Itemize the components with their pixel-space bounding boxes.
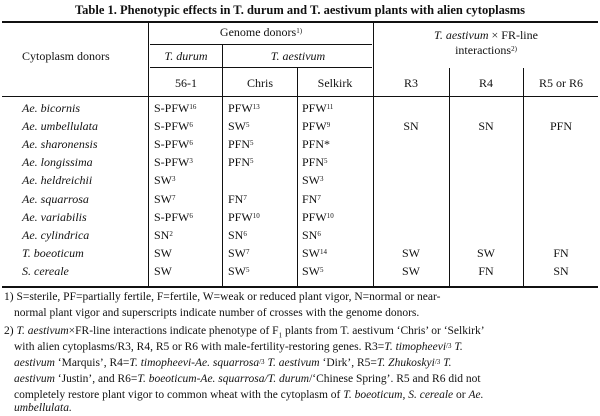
footnote-1-line-2: normal plant vigor and superscripts indicate number of crosses with the genome donors.	[14, 307, 420, 319]
header-t-aestivum: T. aestivum	[270, 49, 326, 63]
cell-donor: Ae. squarrosa	[22, 191, 89, 206]
table-row	[0, 263, 600, 280]
footnote-2-line-3: aestivum ‘Marquis’, R4=T. timopheevi-Ae. squarrosa$^{/3}$ T. aestivum ‘Dirk’, R5=T. Zhukoskyi$^{/3}$ T.	[14, 357, 452, 369]
cell-selkirk: PFN$^5$	[302, 155, 328, 170]
table-row	[0, 136, 600, 153]
cell-selkirk: $SN^6$	[302, 227, 321, 242]
table-top-rule	[2, 21, 598, 23]
footnote-2-line-4: aestivum ‘Justin’, and R6=T. boeoticum-Ae. squarrosa/T. durum/‘Chinese Spring’. R5 and R6 did not	[14, 373, 481, 385]
header-genome-underline	[150, 44, 372, 45]
cell-selkirk: PFW$^9$	[302, 119, 331, 134]
cell-donor: T. boeoticum	[22, 245, 84, 260]
cell-chris: $SW^7$	[228, 245, 250, 260]
cell-donor: Ae. longissima	[22, 155, 93, 170]
cell-selkirk: PFN*	[302, 137, 331, 152]
cell-selkirk: $SW^3$	[302, 173, 324, 188]
cell-r3: SW	[402, 263, 420, 278]
cell-56-1: $SW^7$	[154, 191, 176, 206]
header-genome-donors: Genome donors$^{1)}$	[219, 25, 303, 39]
footnote-2-line-5: completely restore plant vigor to common wheat with the cytoplasm of T. boeoticum, S. cereale or Ae.	[14, 389, 484, 401]
header-cytoplasm-donors: Cytoplasm donors	[22, 49, 110, 63]
cell-chris: PFW$^{10}$	[228, 209, 260, 224]
cell-r3: SN	[403, 119, 419, 134]
cell-chris: PFN$^5$	[228, 137, 254, 152]
cell-56-1: S-PFW$^6$	[154, 137, 193, 152]
cell-56-1: SW	[154, 245, 172, 260]
header-bottom-rule	[2, 96, 598, 97]
cell-selkirk: PFW$^{10}$	[302, 209, 334, 224]
cell-chris: PFW$^{13}$	[228, 101, 260, 115]
cell-donor: Ae. cylindrica	[22, 227, 90, 242]
cell-chris: $SN^6$	[228, 227, 247, 242]
table-row	[0, 245, 600, 262]
header-r4: R4	[478, 76, 493, 90]
cell-chris: $FN^7$	[228, 191, 247, 206]
footnote-2-line-6: umbellulata.	[14, 402, 72, 414]
table-row	[0, 227, 600, 244]
cell-selkirk: $FN^7$	[302, 191, 321, 206]
cell-chris: $SW^5$	[228, 119, 250, 134]
header-species-underline	[150, 67, 372, 68]
footnote-2-line-2: with alien cytoplasms/R3, R4, R5 or R6 with male-fertility-restoring genes. R3=T. timopheevi$^{/3}$ T.	[14, 341, 463, 353]
cell-donor: Ae. heldreichii	[22, 173, 93, 188]
header-56-1: 56-1	[175, 76, 197, 90]
cell-56-1: S-PFW$^{16}$	[154, 101, 197, 115]
table-row	[0, 209, 600, 226]
cell-56-1: SW	[154, 263, 172, 278]
cell-donor: Ae. umbellulata	[22, 119, 98, 134]
cell-selkirk: SW$^{14}$	[302, 245, 327, 260]
cell-r3: SW	[402, 245, 420, 260]
cell-56-1: S-PFW$^3$	[154, 155, 193, 170]
header-r5-r6: R5 or R6	[538, 76, 583, 90]
cell-selkirk: $SW^5$	[302, 263, 324, 278]
cell-r4: FN	[478, 263, 494, 278]
cell-donor: S. cereale	[22, 263, 69, 278]
header-r3: R3	[403, 76, 418, 90]
cell-r4: SN	[478, 119, 494, 134]
table-row	[0, 118, 600, 135]
table-row	[0, 172, 600, 189]
cell-donor: Ae. variabilis	[22, 209, 87, 224]
table-row	[0, 100, 600, 117]
cell-56-1: $SN^2$	[154, 227, 173, 242]
header-selkirk: Selkirk	[317, 76, 353, 90]
cell-selkirk: PFW$^{11}$	[302, 101, 334, 115]
cell-56-1: S-PFW$^6$	[154, 209, 193, 224]
header-t-durum: T. durum	[164, 49, 208, 63]
footnote-1-line-1: 1) S=sterile, PF=partially fertile, F=fertile, W=weak or reduced plant vigor, N=normal or near-	[4, 291, 441, 303]
cell-56-1: S-PFW$^6$	[154, 119, 193, 134]
table-row	[0, 191, 600, 208]
cell-r5-r6: FN	[553, 245, 569, 260]
cell-r5-r6: PFN	[549, 119, 572, 134]
footnote-2-line-1: 2) T. aestivum×FR-line interactions indicate phenotype of $F_1$ plants from T. aestivum ‘Chris’ or ‘Selkirk’	[4, 325, 485, 340]
cell-r5-r6: SN	[553, 263, 569, 278]
cell-chris: $SW^5$	[228, 263, 250, 278]
table-bottom-rule	[2, 286, 598, 288]
cell-donor: Ae. bicornis	[22, 101, 80, 115]
cell-56-1: $SW^3$	[154, 173, 176, 188]
table-row	[0, 154, 600, 171]
header-chris: Chris	[246, 76, 273, 90]
table-title: Table 1. Phenotypic effects in T. durum and T. aestivum plants with alien cytoplasms	[74, 3, 526, 17]
cell-chris: PFN$^5$	[228, 155, 254, 170]
header-fr-line: T. aestivum × FR-line interactions$^{2)}$	[434, 28, 538, 57]
cell-r4: SW	[477, 245, 495, 260]
cell-donor: Ae. sharonensis	[22, 137, 98, 152]
